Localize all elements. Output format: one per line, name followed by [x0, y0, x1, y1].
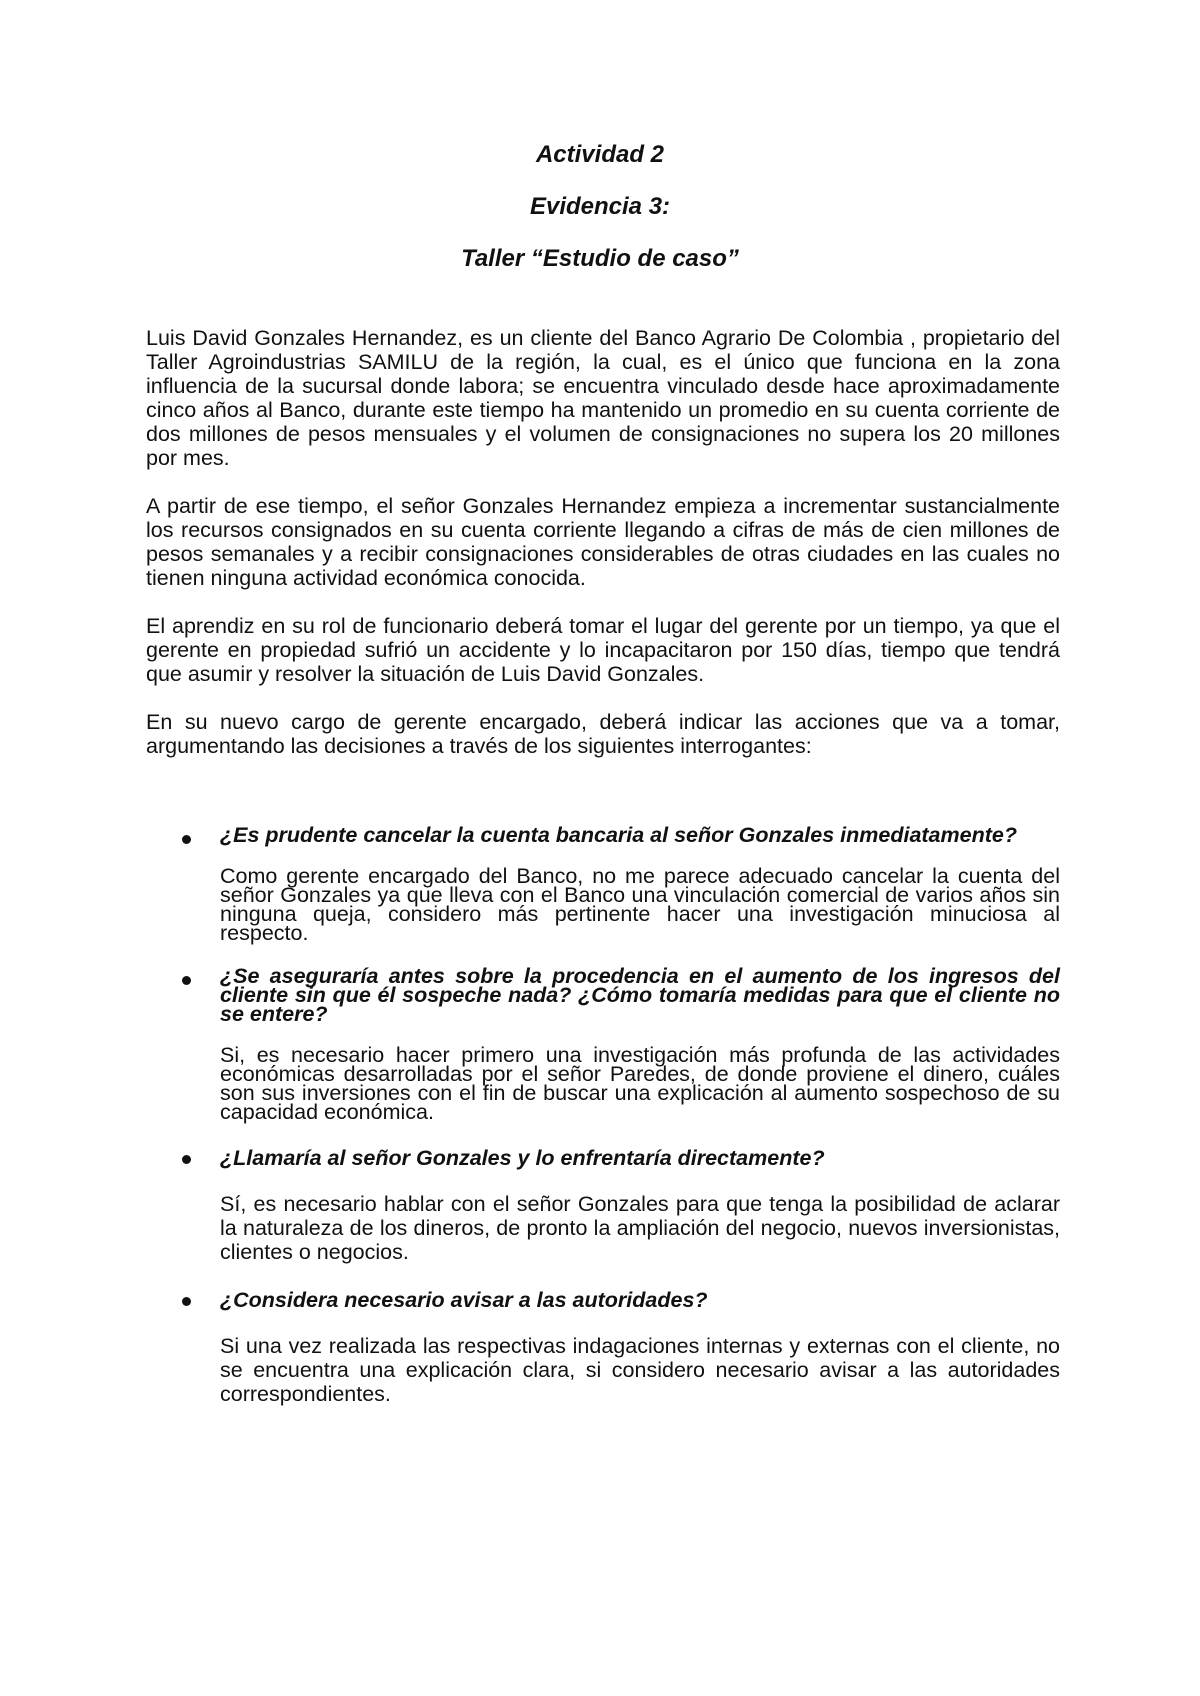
- answer-text: Si una vez realizada las respectivas indagaciones internas y externas con el cliente, no se encuentra una explicación clara, si considero necesario avisar a las autoridades correspondientes.: [220, 1334, 1060, 1406]
- answer-text: Si, es necesario hacer primero una investigación más profunda de las actividades económicas desarrolladas por el señor Paredes, de donde proviene el dinero, cuáles son sus inversiones con el fin de buscar una explicación al aumento sospechoso de su capacidad económica.: [220, 1043, 1060, 1124]
- answer-text: Sí, es necesario hablar con el señor Gonzales para que tenga la posibilidad de aclarar la naturaleza de los dineros, de pronto la ampliación del negocio, nuevos inversionistas, clientes o negocios.: [220, 1192, 1060, 1264]
- paragraph: El aprendiz en su rol de funcionario deberá tomar el lugar del gerente por un tiempo, ya que el gerente en propiedad sufrió un accidente y lo incapacitaron por 150 días, tiempo que tendrá que asumir y resolver la situación de Luis David Gonzales.: [146, 614, 1060, 686]
- bullet-icon: [182, 1297, 191, 1306]
- question-text: ¿Considera necesario avisar a las autoridades?: [220, 1288, 708, 1312]
- title-block: [0, 140, 1200, 296]
- document-subtitle: Evidencia 3:: [529, 193, 671, 220]
- question-text: ¿Llamaría al señor Gonzales y lo enfrentaría directamente?: [220, 1146, 825, 1170]
- question-text: ¿Se aseguraría antes sobre la procedencia en el aumento de los ingresos del cliente sin que él sospeche nada? ¿Cómo tomaría medidas para que el cliente no se entere?: [220, 964, 1060, 1026]
- list-item: [146, 823, 1060, 945]
- question-list: [146, 823, 1060, 1430]
- workshop-title: Taller “Estudio de caso”: [461, 245, 739, 272]
- list-item: [146, 964, 1060, 1124]
- list-item: [146, 1288, 1060, 1406]
- case-description: [146, 326, 1060, 782]
- paragraph: A partir de ese tiempo, el señor Gonzales Hernandez empieza a incrementar sustancialmente los recursos consignados en su cuenta corriente llegando a cifras de más de cien millones de pesos semanales y a recibir consignaciones considerables de otras ciudades en las cuales no tienen ninguna actividad económica conocida.: [146, 494, 1060, 590]
- question-text: ¿Es prudente cancelar la cuenta bancaria al señor Gonzales inmediatamente?: [220, 823, 1017, 847]
- paragraph: Luis David Gonzales Hernandez, es un cliente del Banco Agrario De Colombia , propietario del Taller Agroindustrias SAMILU de la región, la cual, es el único que funciona en la zona influencia de la sucursal donde labora; se encuentra vinculado desde hace aproximadamente cinco años al Banco, durante este tiempo ha mantenido un promedio en su cuenta corriente de dos millones de pesos mensuales y el volumen de consignaciones no supera los 20 millones por mes.: [146, 326, 1060, 470]
- bullet-icon: [182, 835, 191, 844]
- answer-text: Como gerente encargado del Banco, no me parece adecuado cancelar la cuenta del señor Gonzales ya que lleva con el Banco una vinculación comercial de varios años sin ninguna queja, considero más pertinente hacer una investigación minuciosa al respecto.: [220, 864, 1060, 945]
- bullet-icon: [182, 976, 191, 985]
- paragraph: En su nuevo cargo de gerente encargado, deberá indicar las acciones que va a tomar, argumentando las decisiones a través de los siguientes interrogantes:: [146, 710, 1060, 758]
- list-item: [146, 1146, 1060, 1264]
- bullet-icon: [182, 1155, 191, 1164]
- document-title: Actividad 2: [535, 141, 665, 168]
